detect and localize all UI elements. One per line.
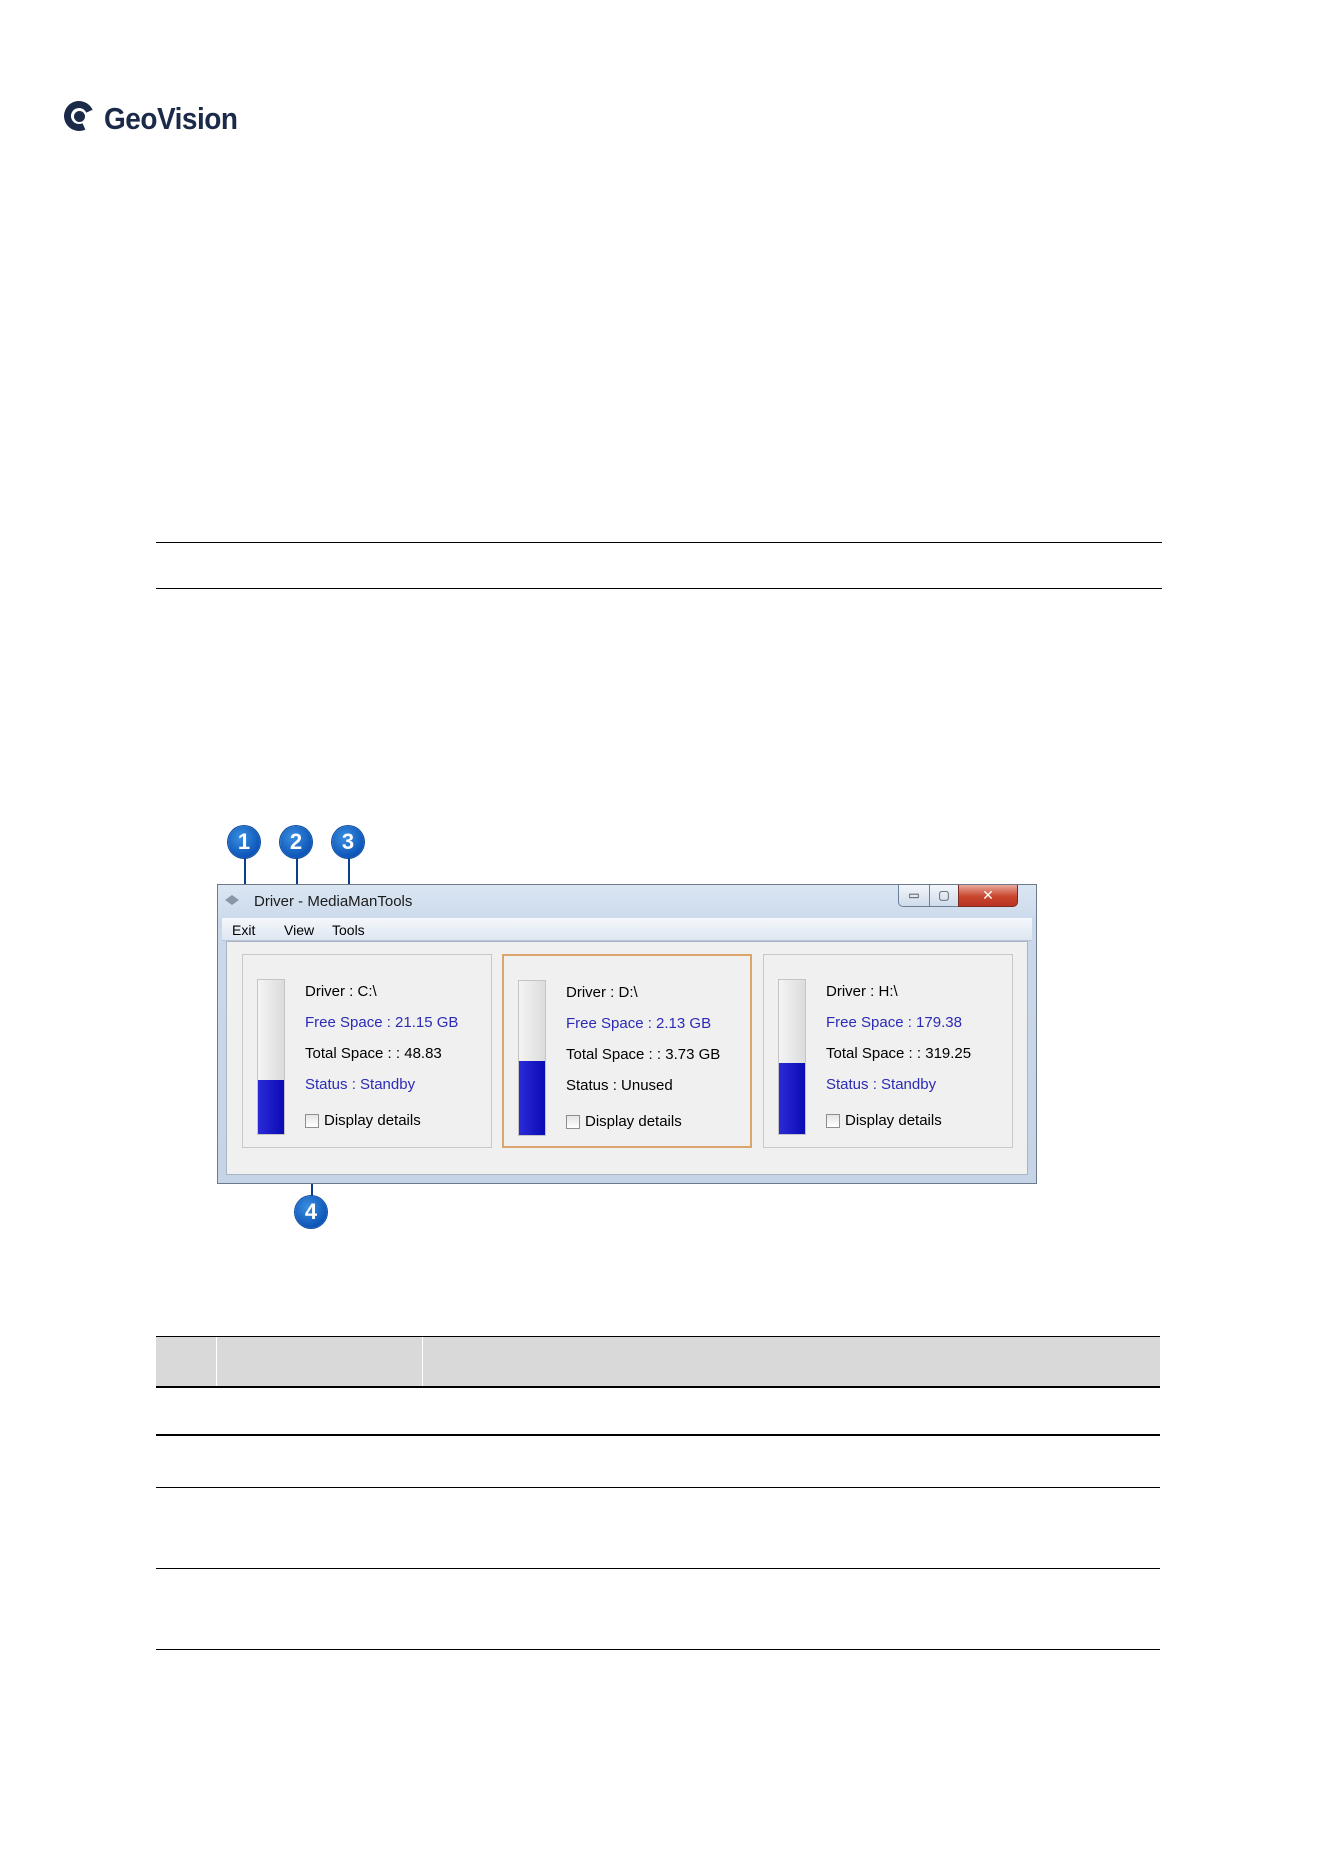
usage-bar xyxy=(257,979,285,1135)
display-details-checkbox[interactable] xyxy=(305,1114,319,1128)
logo-text: GeoVision xyxy=(104,101,238,136)
app-icon xyxy=(224,893,240,907)
display-details-option[interactable] xyxy=(566,1113,682,1130)
display-details-label: Display details xyxy=(585,1113,682,1130)
mediamantools-window xyxy=(217,884,1037,1184)
drive-status: Status : Unused xyxy=(566,1077,673,1094)
drive-name: Driver : D:\ xyxy=(566,984,638,1001)
menu-exit[interactable]: Exit xyxy=(232,922,256,938)
display-details-label: Display details xyxy=(324,1112,421,1129)
total-space: Total Space : : 48.83 xyxy=(305,1045,442,1062)
callout-2: 2 xyxy=(280,826,312,858)
total-space: Total Space : : 3.73 GB xyxy=(566,1046,721,1063)
minimize-icon: ▭ xyxy=(908,888,920,902)
table-row-divider xyxy=(156,1568,1160,1569)
close-button[interactable] xyxy=(958,885,1018,907)
usage-bar-fill xyxy=(519,1061,545,1135)
drive-status: Status : Standby xyxy=(826,1076,937,1093)
usage-bar xyxy=(518,980,546,1136)
free-space: Free Space : 2.13 GB xyxy=(566,1015,712,1032)
drive-status: Status : Standby xyxy=(305,1076,416,1093)
drives-area xyxy=(226,941,1028,1175)
table-row-divider xyxy=(156,1487,1160,1488)
display-details-option[interactable] xyxy=(826,1112,942,1129)
display-details-label: Display details xyxy=(845,1112,942,1129)
display-details-checkbox[interactable] xyxy=(826,1114,840,1128)
callout-1: 1 xyxy=(228,826,260,858)
menu-bar xyxy=(222,918,1032,941)
drive-panel-c[interactable] xyxy=(242,954,492,1148)
menu-tools[interactable]: Tools xyxy=(332,922,365,938)
geovision-logo-icon xyxy=(64,101,100,137)
drive-panel-d[interactable] xyxy=(502,954,752,1148)
window-title: Driver - MediaManTools xyxy=(254,893,413,910)
geovision-logo xyxy=(64,101,237,137)
maximize-icon: ▢ xyxy=(938,888,950,902)
title-bar[interactable] xyxy=(218,885,1036,915)
maximize-button[interactable] xyxy=(929,885,959,907)
rule-bottom xyxy=(156,588,1162,589)
callout-3: 3 xyxy=(332,826,364,858)
usage-bar-fill xyxy=(258,1080,284,1134)
table-row-divider xyxy=(156,1434,1160,1436)
close-icon: ✕ xyxy=(982,887,994,903)
display-details-checkbox[interactable] xyxy=(566,1115,580,1129)
drive-panel-h[interactable] xyxy=(763,954,1013,1148)
usage-bar-fill xyxy=(779,1063,805,1134)
free-space: Free Space : 21.15 GB xyxy=(305,1014,459,1031)
table-header xyxy=(156,1336,1160,1388)
free-space: Free Space : 179.38 xyxy=(826,1014,962,1031)
rule-top xyxy=(156,542,1162,543)
display-details-option[interactable] xyxy=(305,1112,421,1129)
minimize-button[interactable] xyxy=(898,885,930,907)
drive-name: Driver : H:\ xyxy=(826,983,898,1000)
total-space: Total Space : : 319.25 xyxy=(826,1045,972,1062)
callout-4: 4 xyxy=(295,1196,327,1228)
drive-name: Driver : C:\ xyxy=(305,983,377,1000)
table-row-divider xyxy=(156,1649,1160,1650)
menu-view[interactable]: View xyxy=(284,922,315,938)
usage-bar xyxy=(778,979,806,1135)
